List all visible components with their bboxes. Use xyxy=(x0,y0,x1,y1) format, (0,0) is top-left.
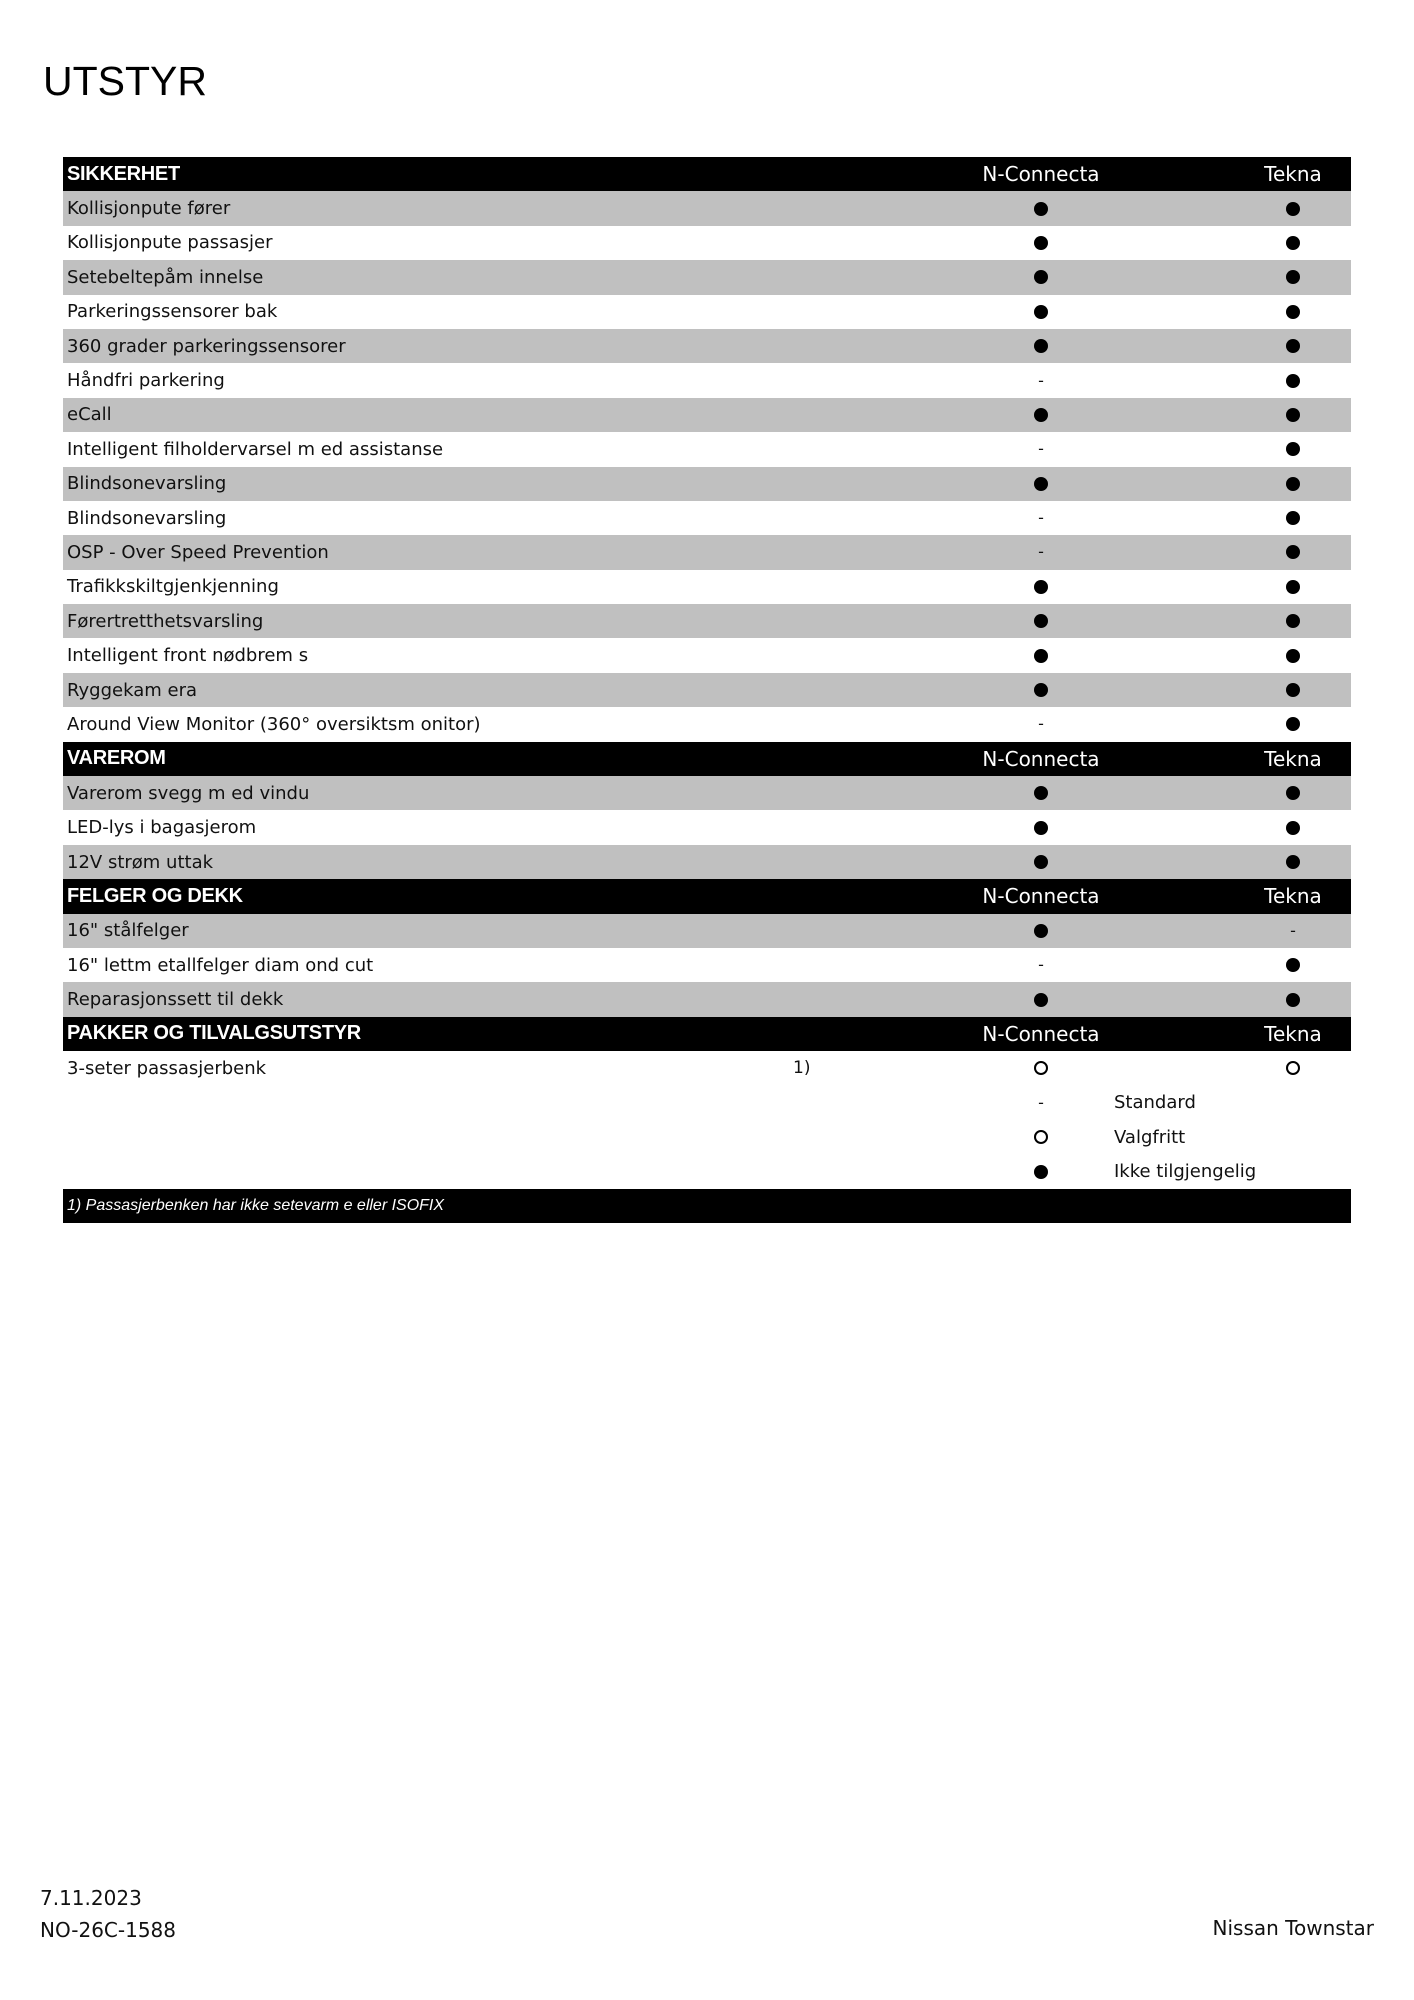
tekna-cell xyxy=(1193,638,1393,672)
table-row xyxy=(63,570,1351,604)
tekna-filled-circle-icon xyxy=(1286,545,1300,559)
legend-symbol-cell xyxy=(941,1120,1141,1154)
tekna-cell xyxy=(1193,467,1393,501)
table-row xyxy=(63,982,1351,1016)
legend-row xyxy=(63,1120,1351,1154)
n-connecta-dash: - xyxy=(1038,439,1044,459)
n-connecta-dash: - xyxy=(1038,508,1044,528)
feature-label: Blindsonevarsling xyxy=(67,473,227,495)
tekna-cell xyxy=(1193,707,1393,741)
tekna-filled-circle-icon xyxy=(1286,511,1300,525)
n-connecta-open-circle-icon xyxy=(1034,1061,1048,1075)
tekna-cell xyxy=(1193,570,1393,604)
table-row xyxy=(63,776,1351,810)
n-connecta-cell xyxy=(941,810,1141,844)
page-title: UTSTYR xyxy=(43,58,207,104)
column-header-tekna: Tekna xyxy=(1264,1021,1322,1046)
table-row xyxy=(63,914,1351,948)
feature-label: Around View Monitor (360° oversiktsm onitor) xyxy=(67,713,481,735)
feature-label: Kollisjonpute fører xyxy=(67,198,231,220)
tekna-cell xyxy=(1193,501,1393,535)
tekna-filled-circle-icon xyxy=(1286,786,1300,800)
n-connecta-dash: - xyxy=(1038,955,1044,975)
table-row xyxy=(63,329,1351,363)
feature-label: 16" lettm etallfelger diam ond cut xyxy=(67,954,374,976)
feature-label: Setebeltepåm innelse xyxy=(67,266,264,288)
feature-label: Kollisjonpute passasjer xyxy=(67,232,273,254)
n-connecta-cell xyxy=(941,467,1141,501)
table-row xyxy=(63,948,1351,982)
tekna-filled-circle-icon xyxy=(1286,477,1300,491)
n-connecta-cell xyxy=(941,604,1141,638)
table-row xyxy=(63,845,1351,879)
feature-label: 3-seter passasjerbenk xyxy=(67,1057,267,1079)
tekna-filled-circle-icon xyxy=(1286,339,1300,353)
tekna-open-circle-icon xyxy=(1286,1061,1300,1075)
n-connecta-cell xyxy=(941,638,1141,672)
n-connecta-filled-circle-icon xyxy=(1034,821,1048,835)
footer-date: 7.11.2023 xyxy=(40,1886,142,1910)
n-connecta-filled-circle-icon xyxy=(1034,236,1048,250)
tekna-cell xyxy=(1193,982,1393,1016)
feature-label: LED-lys i bagasjerom xyxy=(67,817,257,839)
table-row xyxy=(63,467,1351,501)
legend-open-circle-icon xyxy=(1034,1130,1048,1144)
tekna-filled-circle-icon xyxy=(1286,236,1300,250)
table-row xyxy=(63,363,1351,397)
footnote-text: 1) Passasjerbenken har ikke setevarm e eller ISOFIX xyxy=(67,1196,445,1214)
feature-label: 12V strøm uttak xyxy=(67,851,214,873)
feature-label: Trafikkskiltgjenkjenning xyxy=(67,576,279,598)
n-connecta-cell xyxy=(941,535,1141,569)
table-row xyxy=(63,501,1351,535)
tekna-filled-circle-icon xyxy=(1286,202,1300,216)
tekna-filled-circle-icon xyxy=(1286,442,1300,456)
n-connecta-filled-circle-icon xyxy=(1034,993,1048,1007)
tekna-cell xyxy=(1193,845,1393,879)
tekna-filled-circle-icon xyxy=(1286,580,1300,594)
column-header-n-connecta: N-Connecta xyxy=(982,884,1100,909)
n-connecta-cell xyxy=(941,845,1141,879)
n-connecta-cell xyxy=(941,1051,1141,1085)
footer-document-code: NO-26C-1588 xyxy=(40,1918,177,1942)
feature-label: Blindsonevarsling xyxy=(67,507,227,529)
tekna-cell xyxy=(1193,810,1393,844)
tekna-filled-circle-icon xyxy=(1286,649,1300,663)
footer-model-name: Nissan Townstar xyxy=(1212,1916,1374,1940)
feature-label: 16" stålfelger xyxy=(67,920,189,942)
tekna-filled-circle-icon xyxy=(1286,305,1300,319)
table-row xyxy=(63,1051,1351,1085)
n-connecta-filled-circle-icon xyxy=(1034,683,1048,697)
n-connecta-cell xyxy=(941,948,1141,982)
tekna-filled-circle-icon xyxy=(1286,408,1300,422)
section-header xyxy=(63,742,1351,776)
section-title: SIKKERHET xyxy=(67,162,180,185)
tekna-cell xyxy=(1193,226,1393,260)
tekna-filled-circle-icon xyxy=(1286,855,1300,869)
n-connecta-cell xyxy=(941,570,1141,604)
n-connecta-cell xyxy=(941,329,1141,363)
legend-filled-circle-icon xyxy=(1034,1165,1048,1179)
legend-text: Ikke tilgjengelig xyxy=(1114,1161,1257,1183)
n-connecta-cell xyxy=(941,260,1141,294)
legend-row xyxy=(63,1086,1351,1120)
n-connecta-cell xyxy=(941,191,1141,225)
n-connecta-cell xyxy=(941,398,1141,432)
legend-symbol-cell xyxy=(941,1154,1141,1188)
n-connecta-filled-circle-icon xyxy=(1034,786,1048,800)
tekna-dash: - xyxy=(1290,920,1296,940)
tekna-filled-circle-icon xyxy=(1286,270,1300,284)
column-header-tekna: Tekna xyxy=(1264,884,1322,909)
n-connecta-filled-circle-icon xyxy=(1034,339,1048,353)
tekna-filled-circle-icon xyxy=(1286,683,1300,697)
n-connecta-filled-circle-icon xyxy=(1034,270,1048,284)
tekna-cell xyxy=(1193,948,1393,982)
n-connecta-cell xyxy=(941,295,1141,329)
column-header-tekna: Tekna xyxy=(1264,162,1322,187)
feature-label: Førertretthetsvarsling xyxy=(67,610,264,632)
table-row xyxy=(63,432,1351,466)
tekna-cell xyxy=(1193,604,1393,638)
n-connecta-cell xyxy=(941,776,1141,810)
n-connecta-filled-circle-icon xyxy=(1034,408,1048,422)
tekna-cell xyxy=(1193,673,1393,707)
tekna-cell xyxy=(1193,329,1393,363)
feature-label: Håndfri parkering xyxy=(67,370,225,392)
tekna-cell xyxy=(1193,191,1393,225)
tekna-cell xyxy=(1193,776,1393,810)
table-row xyxy=(63,707,1351,741)
section-title: VAREROM xyxy=(67,747,166,770)
n-connecta-filled-circle-icon xyxy=(1034,649,1048,663)
table-row xyxy=(63,398,1351,432)
n-connecta-cell xyxy=(941,982,1141,1016)
n-connecta-filled-circle-icon xyxy=(1034,305,1048,319)
section-header xyxy=(63,1017,1351,1051)
legend-symbol-cell xyxy=(941,1086,1141,1120)
n-connecta-cell xyxy=(941,363,1141,397)
table-row xyxy=(63,226,1351,260)
footnote-marker: 1) xyxy=(793,1058,811,1079)
column-header-n-connecta: N-Connecta xyxy=(982,1021,1100,1046)
legend-text: Standard xyxy=(1114,1092,1196,1114)
table-row xyxy=(63,191,1351,225)
table-row xyxy=(63,295,1351,329)
feature-label: eCall xyxy=(67,404,112,426)
legend-row xyxy=(63,1154,1351,1188)
feature-label: OSP - Over Speed Prevention xyxy=(67,541,329,563)
equipment-table xyxy=(63,157,1351,1223)
section-title: FELGER OG DEKK xyxy=(67,884,243,907)
n-connecta-dash: - xyxy=(1038,714,1044,734)
feature-label: 360 grader parkeringssensorer xyxy=(67,335,346,357)
legend-text: Valgfritt xyxy=(1114,1126,1186,1148)
table-row xyxy=(63,810,1351,844)
table-row xyxy=(63,260,1351,294)
tekna-cell xyxy=(1193,260,1393,294)
n-connecta-cell xyxy=(941,501,1141,535)
footnote-bar xyxy=(63,1189,1351,1223)
n-connecta-filled-circle-icon xyxy=(1034,614,1048,628)
table-row xyxy=(63,673,1351,707)
n-connecta-dash: - xyxy=(1038,542,1044,562)
tekna-cell xyxy=(1193,1051,1393,1085)
column-header-n-connecta: N-Connecta xyxy=(982,746,1100,771)
tekna-cell xyxy=(1193,363,1393,397)
n-connecta-filled-circle-icon xyxy=(1034,855,1048,869)
column-header-n-connecta: N-Connecta xyxy=(982,162,1100,187)
tekna-cell xyxy=(1193,535,1393,569)
table-row xyxy=(63,638,1351,672)
feature-label: Intelligent filholdervarsel m ed assistanse xyxy=(67,438,444,460)
tekna-cell xyxy=(1193,295,1393,329)
table-row xyxy=(63,535,1351,569)
tekna-filled-circle-icon xyxy=(1286,374,1300,388)
n-connecta-dash: - xyxy=(1038,370,1044,390)
n-connecta-filled-circle-icon xyxy=(1034,924,1048,938)
n-connecta-filled-circle-icon xyxy=(1034,580,1048,594)
tekna-filled-circle-icon xyxy=(1286,958,1300,972)
feature-label: Reparasjonssett til dekk xyxy=(67,989,284,1011)
table-row xyxy=(63,604,1351,638)
n-connecta-cell xyxy=(941,914,1141,948)
tekna-cell xyxy=(1193,914,1393,948)
section-header xyxy=(63,157,1351,191)
section-title: PAKKER OG TILVALGSUTSTYR xyxy=(67,1022,361,1045)
n-connecta-cell xyxy=(941,226,1141,260)
n-connecta-cell xyxy=(941,432,1141,466)
section-header xyxy=(63,879,1351,913)
tekna-cell xyxy=(1193,432,1393,466)
n-connecta-filled-circle-icon xyxy=(1034,477,1048,491)
tekna-filled-circle-icon xyxy=(1286,993,1300,1007)
legend-dash: - xyxy=(1038,1092,1044,1112)
n-connecta-cell xyxy=(941,673,1141,707)
tekna-cell xyxy=(1193,398,1393,432)
tekna-filled-circle-icon xyxy=(1286,717,1300,731)
feature-label: Parkeringssensorer bak xyxy=(67,301,278,323)
tekna-filled-circle-icon xyxy=(1286,821,1300,835)
feature-label: Varerom svegg m ed vindu xyxy=(67,782,310,804)
n-connecta-cell xyxy=(941,707,1141,741)
feature-label: Intelligent front nødbrem s xyxy=(67,645,309,667)
feature-label: Ryggekam era xyxy=(67,679,197,701)
tekna-filled-circle-icon xyxy=(1286,614,1300,628)
n-connecta-filled-circle-icon xyxy=(1034,202,1048,216)
column-header-tekna: Tekna xyxy=(1264,746,1322,771)
